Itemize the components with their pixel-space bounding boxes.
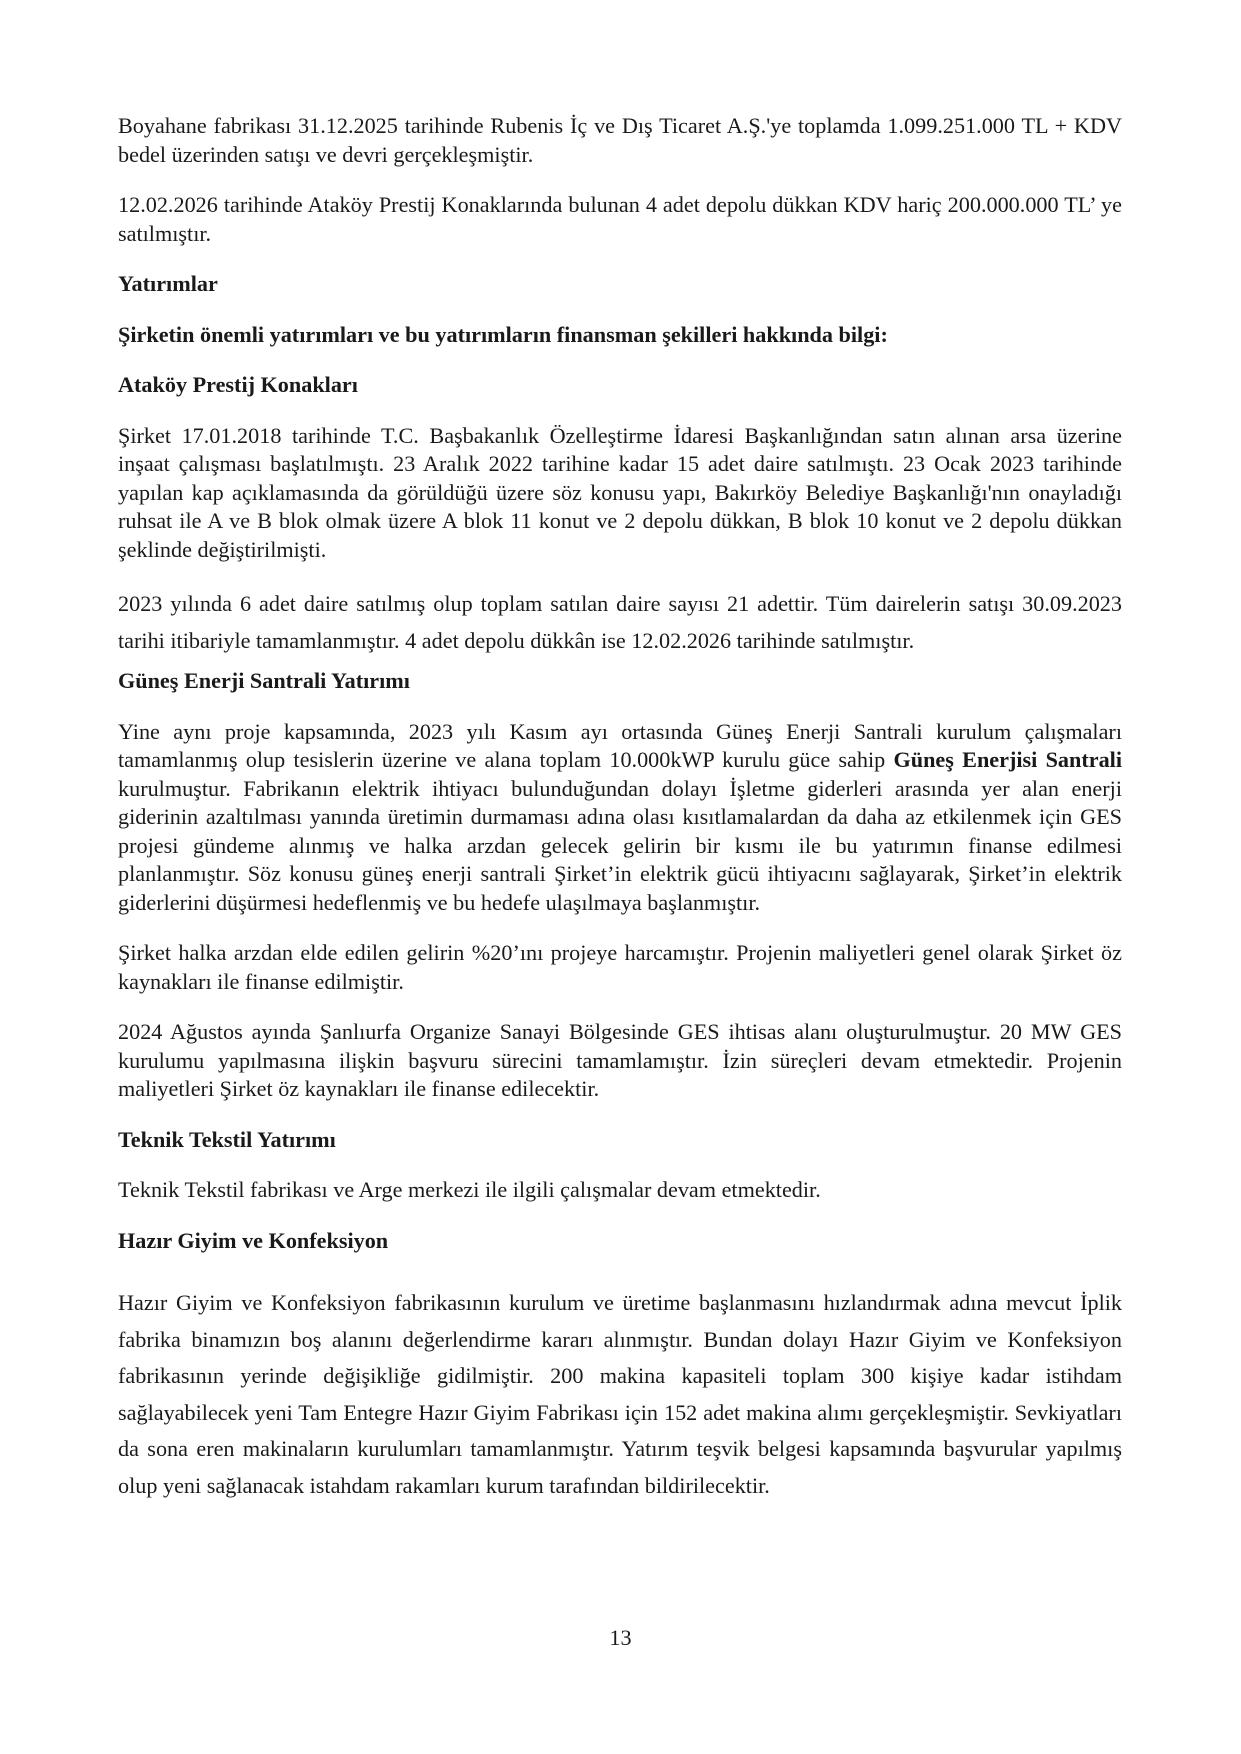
paragraph-boyahane-sale: Boyahane fabrikası 31.12.2025 tarihinde Rubenis İç ve Dış Ticaret A.Ş.'ye toplamda 1.099.251.000 TL + KDV bedel üzerinden satışı ve devri gerçekleşmiştir. — [118, 113, 1122, 167]
heading-apparel: Hazır Giyim ve Konfeksiyon — [118, 1227, 389, 1253]
heading-technical-textile: Teknik Tekstil Yatırımı — [118, 1126, 336, 1152]
document-body — [118, 112, 1122, 1504]
solar-text-part-2: kurulmuştur. Fabrikanın elektrik ihtiyacı bulunduğundan dolayı İşletme giderleri arasında yer alan enerji giderinin azaltılması yanında üretimin durmaması adına olası kısıtlamalardan da daha az etkilenmek için GES projesi gündeme alınmış ve halka arzdan gelecek gelirin bir kısmı ile bu yatırımın finanse edilmesi planlanmıştır. Söz konusu güneş enerji santrali Şirket’in elektrik gücü ihtiyacını sağlayarak, Şirket’in elektrik giderlerini düşürmesi hedeflenmiş ve bu hedefe ulaşılmaya başlanmıştır. — [118, 775, 1122, 915]
paragraph-technical-textile: Teknik Tekstil fabrikası ve Arge merkezi ile ilgili çalışmalar devam etmektedir. — [118, 1177, 821, 1202]
solar-text-part-1: Yine aynı proje kapsamında, 2023 yılı Kasım ayı ortasında Güneş Enerji Santrali kurulum çalışmaları tamamlanmış olup tesislerin üzerine ve alana toplam 10.000kWP kurulu güce sahip — [118, 718, 1122, 772]
heading-investment-info: Şirketin önemli yatırımları ve bu yatırımların finansman şekilleri hakkında bilgi: — [118, 321, 888, 347]
page-number: 13 — [609, 1625, 632, 1650]
paragraph-atakoy-construction: Şirket 17.01.2018 tarihinde T.C. Başbakanlık Özelleştirme İdaresi Başkanlığından satın alınan arsa üzerine inşaat çalışması başlatılmıştı. 23 Aralık 2022 tarihine kadar 15 adet daire satılmıştı. 23 Ocak 2023 tarihinde yapılan kap açıklamasında da görüldüğü üzere söz konusu yapı, Bakırköy Belediye Başkanlığı'nın onayladığı ruhsat ile A ve B blok olmak üzere A blok 11 konut ve 2 depolu dükkan, B blok 10 konut ve 2 depolu dükkan şeklinde değiştirilmişti. — [118, 422, 1122, 562]
paragraph-sanliurfa-ges: 2024 Ağustos ayında Şanlıurfa Organize Sanayi Bölgesinde GES ihtisas alanı oluşturulmuştur. 20 MW GES kurulumu yapılmasına ilişkin başvuru sürecini tamamlamıştır. İzin süreçleri devam etmektedir. Projenin maliyetleri Şirket öz kaynakları ile finanse edilecektir. — [118, 1019, 1122, 1101]
heading-investments: Yatırımlar — [118, 271, 218, 296]
paragraph-solar-project — [118, 718, 1122, 918]
paragraph-shop-sale: 12.02.2026 tarihinde Ataköy Prestij Konaklarında bulunan 4 adet depolu dükkan KDV hariç 200.000.000 TL’ ye satılmıştır. — [118, 192, 1122, 246]
paragraph-apparel: Hazır Giyim ve Konfeksiyon fabrikasının kurulum ve üretime başlanmasını hızlandırmak adına mevcut İplik fabrika binamızın boş alanını değerlendirme kararı alınmıştır. Bundan dolayı Hazır Giyim ve Konfeksiyon fabrikasının yerinde değişikliğe gidilmiştir. 200 makina kapasiteli toplam 300 kişiye kadar istihdam sağlayabilecek yeni Tam Entegre Hazır Giyim Fabrikası için 152 adet makina alımı gerçekleşmiştir. Sevkiyatları da sona eren makinaların kurulumları tamamlanmıştır. Yatırım teşvik belgesi kapsamında başvurular yapılmış olup yeni sağlanacak istahdam rakamları kurum tarafından bildirilecektir. — [118, 1290, 1122, 1498]
heading-atakoy: Ataköy Prestij Konakları — [118, 372, 358, 397]
paragraph-ipo-funding: Şirket halka arzdan elde edilen gelirin %20’ını projeye harcamıştır. Projenin maliyetleri genel olarak Şirket öz kaynakları ile finanse edilmiştir. — [118, 940, 1122, 994]
solar-plant-bold: Güneş Enerjisi Santrali — [893, 747, 1122, 772]
paragraph-atakoy-sales: 2023 yılında 6 adet daire satılmış olup toplam satılan daire sayısı 21 adettir. Tüm dairelerin satışı 30.09.2023 tarihi itibariyle tamamlanmıştır. 4 adet depolu dükkân ise 12.02.2026 tarihinde satılmıştır. — [118, 591, 1122, 653]
heading-solar: Güneş Enerji Santrali Yatırımı — [118, 668, 410, 693]
